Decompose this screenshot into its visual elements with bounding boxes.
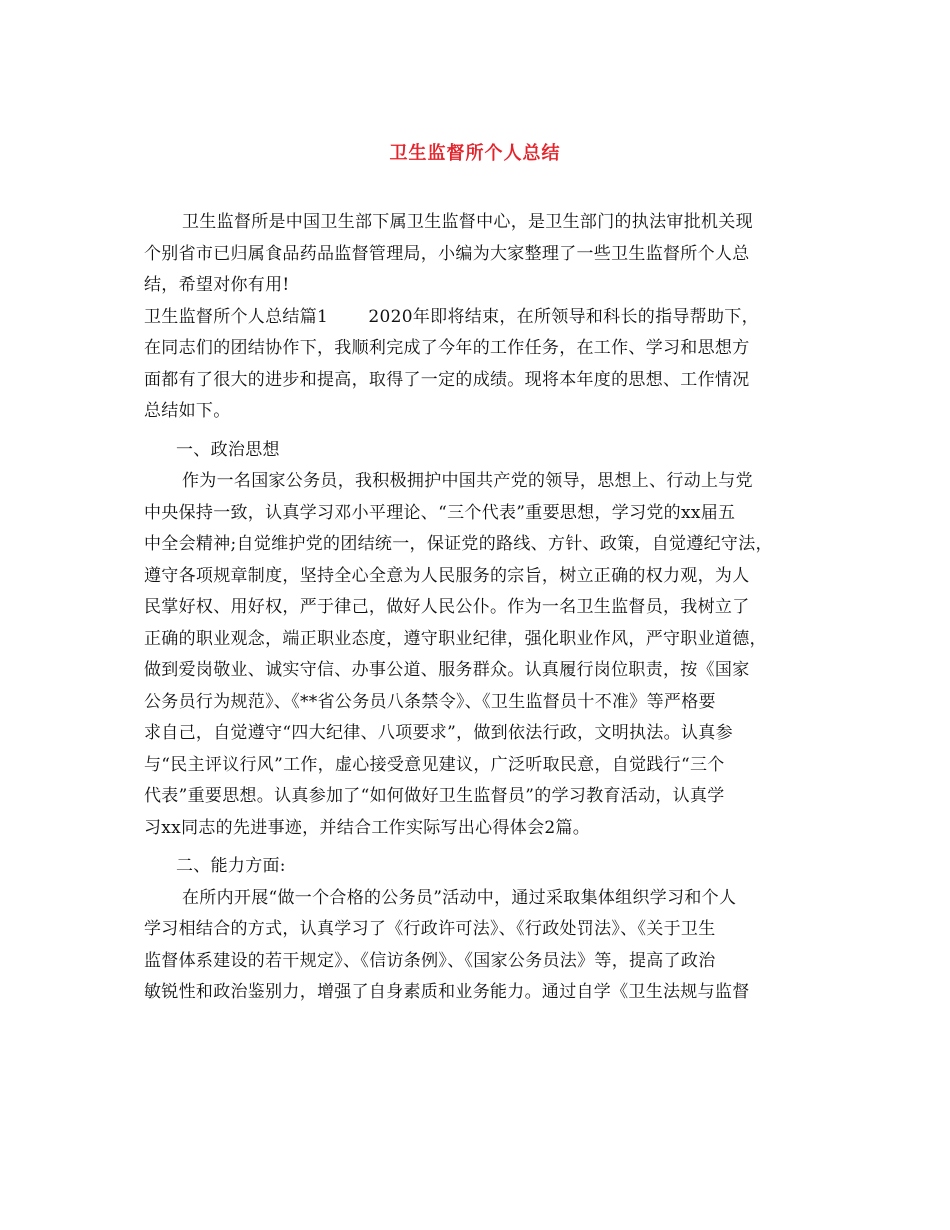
section-heading: 二、能力方面: bbox=[176, 856, 286, 876]
paragraph-line: 作为一名国家公务员，我积极拥护中国共产党的领导，思想上、行动上与党 bbox=[182, 471, 753, 491]
paragraph-line: 中央保持一致，认真学习邓小平理论、“三个代表”重要思想，学习党的xx届五 bbox=[144, 502, 736, 523]
paragraph-line: 监督体系建设的若干规定》、《信访条例》、《国家公务员法》等，提高了政治 bbox=[144, 950, 716, 971]
paragraph-line: 与“民主评议行风”工作，虚心接受意见建议，广泛听取民意，自觉践行“三个 bbox=[144, 754, 725, 775]
paragraph-line: 中全会精神;自觉维护党的团结统一，保证党的路线、方针、政策，自觉遵纪守法， bbox=[144, 534, 773, 554]
paragraph-line: 求自己，自觉遵守“四大纪律、八项要求”，做到依法行政，文明执法。认真参 bbox=[144, 723, 733, 743]
document-body bbox=[144, 207, 812, 1009]
paragraph-line: 总结如下。 bbox=[144, 401, 231, 421]
paragraph-line: 习xx同志的先进事迹，并结合工作实际写出心得体会2篇。 bbox=[144, 817, 591, 838]
paragraph-line: 做到爱岗敬业、诚实守信、办事公道、服务群众。认真履行岗位职责，按《国家 bbox=[144, 660, 750, 680]
paragraph-line: 敏锐性和政治鉴别力，增强了自身素质和业务能力。通过自学《卫生法规与监督 bbox=[144, 982, 750, 1002]
paragraph-line: 在所内开展“做一个合格的公务员”活动中，通过采取集体组织学习和个人 bbox=[182, 887, 737, 908]
paragraph-line: 正确的职业观念，端正职业态度，遵守职业纪律，强化职业作风，严守职业道德， bbox=[144, 628, 767, 649]
section-heading: 一、政治思想 bbox=[176, 439, 280, 460]
paragraph-line: 在同志们的团结协作下，我顺利完成了今年的工作任务，在工作、学习和思想方 bbox=[144, 338, 750, 358]
paragraph-line: 代表”重要思想。认真参加了“如何做好卫生监督员”的学习教育活动，认真学 bbox=[144, 786, 725, 806]
paragraph-line: 面都有了很大的进步和提高，取得了一定的成绩。现将本年度的思想、工作情况 bbox=[144, 369, 750, 390]
paragraph-line: 卫生监督所个人总结篇1 2020年即将结束，在所领导和科长的指导帮助下， bbox=[144, 306, 759, 327]
paragraph-line: 学习相结合的方式，认真学习了《行政许可法》、《行政处罚法》、《关于卫生 bbox=[144, 919, 716, 939]
paragraph-line: 结，希望对你有用! bbox=[144, 275, 290, 295]
paragraph-line: 公务员行为规范》、《**省公务员八条禁令》、《卫生监督员十不准》等严格要 bbox=[144, 691, 716, 712]
paragraph-line: 民掌好权、用好权，严于律己，做好人民公仆。作为一名卫生监督员，我树立了 bbox=[144, 597, 750, 617]
paragraph-line: 遵守各项规章制度，坚持全心全意为人民服务的宗旨，树立正确的权力观，为人 bbox=[144, 565, 750, 586]
paragraph-line: 卫生监督所是中国卫生部下属卫生监督中心，是卫生部门的执法审批机关现 bbox=[182, 212, 753, 232]
paragraph-line: 个别省市已归属食品药品监督管理局，小编为大家整理了一些卫生监督所个人总 bbox=[144, 243, 750, 264]
document-title: 卫生监督所个人总结 bbox=[389, 143, 561, 164]
